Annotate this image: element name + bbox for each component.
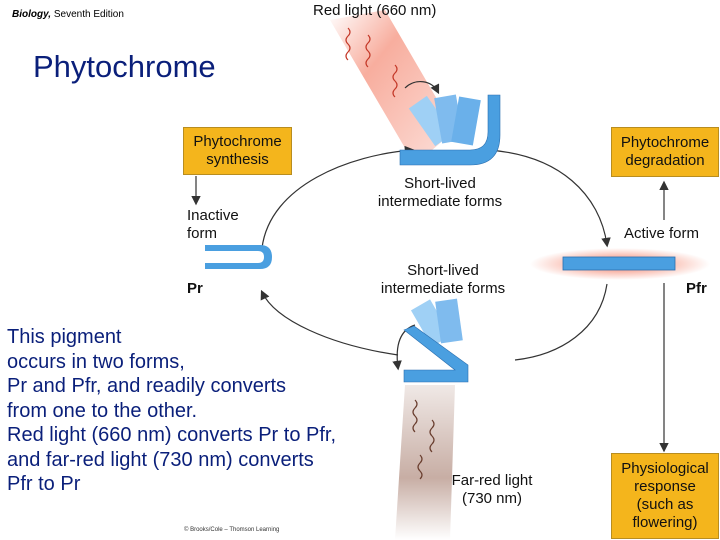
pfr-molecule-icon xyxy=(530,248,710,280)
top-intermediate-label xyxy=(365,175,515,211)
inactive-form-label xyxy=(187,207,239,243)
book-source xyxy=(12,9,124,20)
top-intermediate-line-1: Short-lived xyxy=(404,175,476,192)
copyright-credit: © Brooks/Cole – Thomson Learning xyxy=(184,527,280,533)
body-line-6: and far-red light (730 nm) converts xyxy=(7,448,314,471)
far-red-light-label xyxy=(442,472,542,508)
synthesis-box-line-2: synthesis xyxy=(206,151,269,168)
synthesis-box-line-1: Phytochrome xyxy=(193,133,282,150)
phytochrome-synthesis-box xyxy=(183,127,292,175)
active-form-label: Active form xyxy=(624,225,700,242)
inactive-form-line-2: form xyxy=(187,225,217,242)
pfr-label: Pfr xyxy=(686,280,707,297)
top-intermediate-line-2: intermediate forms xyxy=(377,193,503,210)
far-red-light-line-1: Far-red light xyxy=(451,472,533,489)
book-edition: Seventh Edition xyxy=(53,9,124,20)
response-box-line-3: (such as xyxy=(636,496,694,513)
slide-title: Phytochrome xyxy=(33,49,216,84)
body-line-2: occurs in two forms, xyxy=(7,350,185,373)
body-line-4: from one to the other. xyxy=(7,399,198,422)
inactive-form-line-1: Inactive xyxy=(187,207,239,224)
response-box-line-4: flowering) xyxy=(632,514,698,531)
bottom-intermediate-label xyxy=(368,262,518,298)
body-line-1: This pigment xyxy=(7,326,122,348)
body-line-3: Pr and Pfr, and readily converts xyxy=(7,375,287,397)
phytochrome-degradation-box xyxy=(611,127,719,177)
far-red-light-line-2: (730 nm) xyxy=(461,490,523,507)
bottom-intermediate-line-1: Short-lived xyxy=(407,262,479,279)
slide-body-text xyxy=(7,325,417,497)
degradation-box-line-2: degradation xyxy=(625,152,705,169)
degradation-box-line-1: Phytochrome xyxy=(620,134,710,151)
physiological-response-box xyxy=(611,453,719,539)
response-box-line-1: Physiological xyxy=(621,460,709,477)
pr-label: Pr xyxy=(187,280,203,297)
bottom-intermediate-line-2: intermediate forms xyxy=(380,280,506,297)
response-box-line-2: response xyxy=(634,478,696,495)
body-line-5: Red light (660 nm) converts Pr to Pfr, xyxy=(7,424,337,446)
red-light-label: Red light (660 nm) xyxy=(313,2,437,19)
pr-molecule-icon xyxy=(205,245,272,269)
book-title: Biology, xyxy=(12,9,52,20)
body-line-7: Pfr to Pr xyxy=(7,473,81,495)
